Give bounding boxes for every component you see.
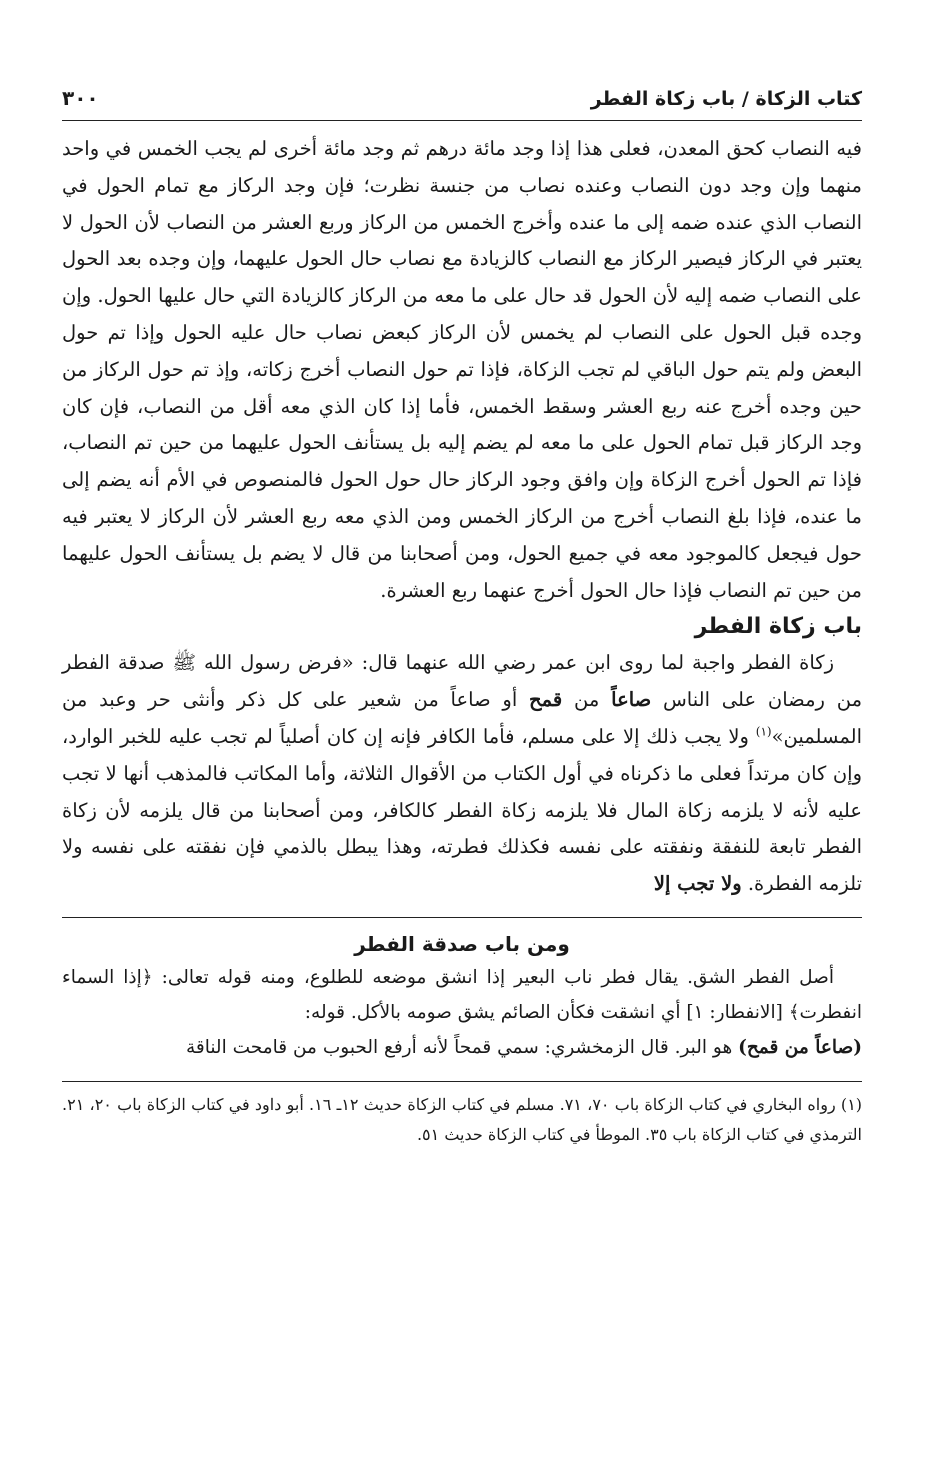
footnote-divider [62, 1081, 862, 1082]
footnote-reference[interactable]: (١) [755, 724, 772, 739]
page-number: ٣٠٠ [62, 86, 99, 110]
footnotes [62, 1090, 862, 1150]
glossary-text-2: هو البر. قال الزمخشري: سمي قمحاً لأنه أرفع الحبوب من قامحت الناقة [185, 1036, 733, 1058]
glossary-paragraph [62, 960, 862, 1065]
page [62, 86, 862, 1150]
glossary-bold-term: (صاعاً من قمح) [738, 1036, 862, 1058]
glossary-divider [62, 917, 862, 918]
chapter-paragraph [62, 645, 862, 903]
chapter-bold-saa: صاعاً [611, 688, 652, 712]
chapter-text-min: من [574, 688, 600, 712]
chapter-text-e: ولا يجب ذلك إلا على مسلم، فأما الكافر فإنه إن كان أصلياً لم تجب عليه للخبر الوارد، وإن كان مرتداً فعلى ما ذكرناه في أول الكتاب من الأقوال الثلاثة، وأما المكاتب فالمذهب أنها لا تجب عليه لأنه لا يلزمه زكاة المال فلا يلزمه زكاة الفطر كالكافر، ومن أصحابنا من قال يلزمه لأن زكاة الفطر تابعة للنفقة ونفقته على نفسه فكذلك فطرته، وهذا يبطل بالذمي فإن نفقته على نفسه ولا تلزمه الفطرة. [62, 724, 862, 896]
section1-paragraph: فيه النصاب كحق المعدن، فعلى هذا إذا وجد مائة درهم ثم وجد مائة أخرى لم يجب الخمس في واحد منهما وإن وجد دون النصاب وعنده نصاب من جنسة نظرت؛ فإن وجد الركاز مع تمام الحول في النصاب الذي عنده ضمه إلى ما عنده وأخرج الخمس من الركاز وربع العشر من النصاب لأن الحول لا يعتبر في الركاز فيصير الركاز مع النصاب كالزيادة مع نصاب حال الحول عليهما، وإن وجده بعد الحول على النصاب ضمه إليه لأن الحول قد حال على ما معه من الركاز كالزيادة التي حال عليها الحول. وإن وجده قبل الحول على النصاب لم يخمس لأن الركاز كبعض نصاب حال عليه الحول وإذا تم حول البعض ولم يتم حول الباقي لم تجب الزكاة، فإذا تم حول النصاب أخرج زكاته، وإذ تم حول الركاز من حين وجده أخرج عنه ربع العشر وسقط الخمس، فأما إذا كان الذي معه أقل من النصاب، فإن كان وجد الركاز قبل تمام الحول على ما معه لم يضم إليه بل يستأنف الحول عليهما من حين تم النصاب، فإذا تم الحول أخرج الزكاة وإن وافق وجود الركاز حال حول الحول فالمنصوص في الأم أنه يضم إلى ما عنده، فإذا بلغ النصاب أخرج من الركاز الخمس ومن الذي معه ربع العشر لأن الركاز لا يعتبر فيه حول فيجعل كالموجود معه في جميع الحول، ومن أصحابنا من قال لا يضم بل يستأنف الحول عليهما من حين تم النصاب فإذا حال الحول أخرج عنهما ربع العشرة. [62, 137, 862, 602]
glossary-text [62, 960, 862, 1065]
chapter-text-d: أو صاعاً من شعير على كل ذكر وأنثى حر وعبد من المسلمين» [62, 688, 862, 748]
glossary-text-1: أصل الفطر الشق. يقال فطر ناب البعير إذا انشق موضعه للطلوع، ومنه قوله تعالى: ﴿إذا السماء انفطرت﴾ [الانفطار: ١] أي انشقت فكأن الصائم يشق صومه بالأكل. قوله: [62, 966, 862, 1023]
chapter-bold-qamh: قمح [529, 688, 563, 712]
main-text [62, 131, 862, 903]
running-title: كتاب الزكاة / باب زكاة الفطر [590, 88, 862, 110]
running-header [62, 86, 862, 121]
footnote-1: (١) رواه البخاري في كتاب الزكاة باب ٧٠، ٧١. مسلم في كتاب الزكاة حديث ١٢ـ ١٦. أبو داود في كتاب الزكاة باب ٢٠، ٢١. الترمذي في كتاب الزكاة باب ٣٥. الموطأ في كتاب الزكاة حديث ٥١. [62, 1094, 863, 1144]
chapter-bold-end: ولا تجب إلا [653, 872, 742, 896]
chapter-text-a: زكاة الفطر واجبة لما روى ابن عمر رضي الله عنهما قال: «فرض رسول الله ﷺ صدقة الفطر من رمضان على الناس [62, 651, 863, 712]
glossary-title: ومن باب صدقة الفطر [354, 931, 570, 956]
chapter-title: باب زكاة الفطر [694, 614, 862, 640]
